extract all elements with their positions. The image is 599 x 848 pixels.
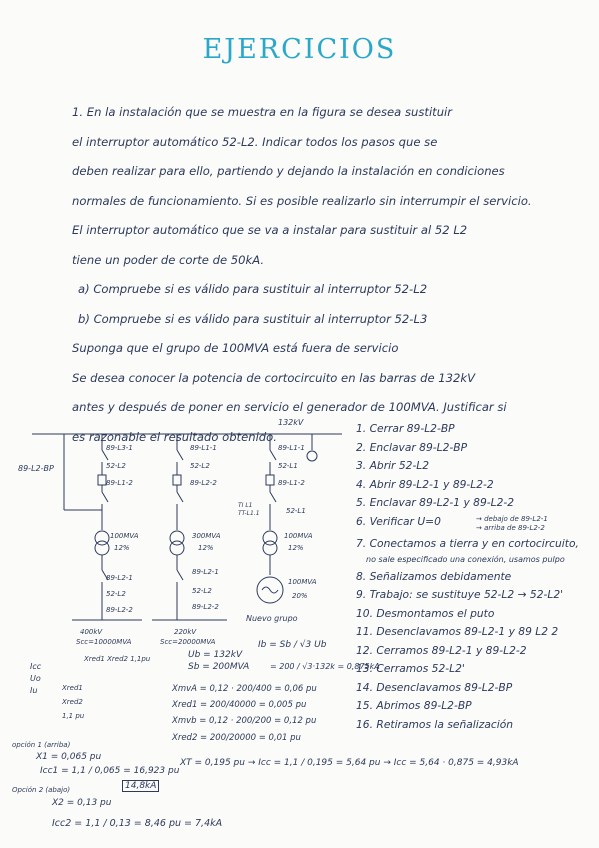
feeder3-trafo: 100MVA	[284, 532, 313, 540]
feeder2-imp: 12%	[198, 544, 214, 552]
bus-220-label: 220kV	[174, 628, 197, 636]
single-line-diagram	[12, 420, 352, 635]
statement-line: Suponga que el grupo de 100MVA está fuera de servicio	[72, 341, 399, 355]
step-item: 7. Conectamos a tierra y en cortocircuito,	[356, 537, 579, 550]
total-result-line: XT = 0,195 pu → Icc = 1,1 / 0,195 = 5,64 pu → Icc = 5,64 · 0,875 = 4,93kA	[180, 758, 519, 768]
option2-title: Opción 2 (abajo)	[12, 786, 71, 794]
step-item: 11. Desenclavamos 89-L2-1 y 89 L2 2	[356, 625, 559, 638]
feeder2-sw-top: 89-L1-1	[190, 444, 217, 452]
option2-x: X2 = 0,13 pu	[52, 798, 112, 808]
equivalent-label: Icc	[30, 662, 42, 671]
procedure-steps	[356, 420, 592, 734]
feeder1-imp: 12%	[114, 544, 130, 552]
equivalent-x: 1,1 pu	[62, 712, 85, 720]
mid-label: 52-L1	[286, 507, 306, 515]
generator-group-label: Nuevo grupo	[246, 614, 298, 623]
equivalent-x: Xred2	[62, 698, 83, 706]
calc-line: XmvA = 0,12 · 200/400 = 0,06 pu	[172, 684, 317, 694]
bypass-label: 89-L2-BP	[18, 464, 54, 473]
step-item: 16. Retiramos la señalización	[356, 717, 514, 731]
statement-line: el interruptor automático 52-L2. Indicar todos los pasos que se	[72, 134, 438, 149]
option2-current: Icc2 = 1,1 / 0,13 = 8,46 pu = 7,4kA	[52, 818, 223, 829]
statement-line: a) Compruebe si es válido para sustituir al interruptor 52-L2	[78, 282, 428, 296]
step-item: 5. Enclavar 89-L2-1 y 89-L2-2	[356, 496, 515, 509]
generator-rating: 100MVA	[288, 578, 317, 586]
statement-line: Se desea conocer la potencia de cortocircuito en las barras de 132kV	[72, 370, 476, 385]
equivalent-line: Xred1 Xred2 1,1pu	[84, 655, 151, 663]
base-current-formula: Ib = Sb / √3 Ub	[258, 640, 327, 650]
page-title: EJERCICIOS	[202, 34, 397, 65]
calc-line: Xmvb = 0,12 · 200/200 = 0,12 pu	[172, 716, 317, 726]
feeder3-sw-bot: 89-L1-2	[278, 479, 305, 487]
step-item: 10. Desmontamos el puto	[356, 606, 495, 620]
step-item: 12. Cerramos 89-L2-1 y 89-L2-2	[356, 643, 527, 657]
scc-220-label: Scc=20000MVA	[160, 638, 216, 646]
feeder2-sw-bot: 89-L2-2	[190, 479, 217, 487]
mid-label: TT-L1.1	[238, 510, 260, 517]
feeder1-trafo: 100MVA	[110, 532, 139, 540]
step-item: 6. Verificar U=0	[356, 514, 441, 528]
generator-reactance: 20%	[292, 592, 308, 600]
statement-line: tiene un poder de corte de 50kA.	[72, 252, 265, 267]
lower-mid-label: 89-L2-1	[192, 568, 219, 576]
statement-line: El interruptor automático que se va a instalar para sustituir al 52 L2	[72, 223, 468, 237]
step-item: 13. Cerramos 52-L2'	[356, 662, 465, 675]
step-item: 1. Cerrar 89-L2-BP	[356, 422, 455, 435]
feeder1-sw-bot: 89-L1-2	[106, 479, 133, 487]
problem-statement	[72, 98, 580, 452]
step-subnote: → arriba de 89-L2-2	[476, 524, 545, 532]
scc-400-label: Scc=10000MVA	[76, 638, 132, 646]
option1-result: 14,8kA	[122, 780, 159, 792]
statement-line: antes y después de poner en servicio el generador de 100MVA. Justificar si	[72, 400, 507, 414]
bus-400-label: 400kV	[80, 628, 103, 636]
bus-top-label: 132kV	[278, 418, 304, 427]
step-item: 3. Abrir 52-L2	[356, 459, 430, 472]
lower-left-label: 89-L2-2	[106, 606, 133, 614]
statement-line: deben realizar para ello, partiendo y dejando la instalación en condiciones	[72, 164, 505, 178]
feeder1-breaker: 52-L2	[106, 462, 126, 470]
feeder2-trafo: 300MVA	[192, 532, 221, 540]
calc-line: Xred1 = 200/40000 = 0,005 pu	[172, 700, 307, 710]
mid-label: TI L1	[238, 502, 253, 509]
base-voltage: Ub = 132kV	[188, 650, 243, 660]
statement-line: 1. En la instalación que se muestra en la figura se desea sustituir	[72, 105, 453, 119]
lower-left-label: 89-L2-1	[106, 574, 133, 582]
feeder1-sw-top: 89-L3-1	[106, 444, 133, 452]
equivalent-label: Uo	[30, 674, 41, 683]
statement-line: normales de funcionamiento. Si es posible realizarlo sin interrumpir el servicio.	[72, 193, 532, 208]
step-item: 15. Abrimos 89-L2-BP	[356, 699, 472, 712]
feeder3-sw-top: 89-L1-1	[278, 444, 305, 452]
step-item: 8. Señalizamos debidamente	[356, 569, 512, 583]
option1-title: opción 1 (arriba)	[12, 741, 71, 749]
base-current-value: = 200 / √3·132k = 0,875kA	[270, 662, 380, 671]
lower-mid-label: 89-L2-2	[192, 603, 219, 611]
base-power: Sb = 200MVA	[188, 662, 250, 672]
equivalent-x: Xred1	[62, 684, 83, 692]
lower-left-label: 52-L2	[106, 590, 126, 598]
lower-mid-label: 52-L2	[192, 587, 212, 595]
feeder3-breaker: 52-L1	[278, 462, 298, 470]
statement-line: b) Compruebe si es válido para sustituir al interruptor 52-L3	[78, 311, 428, 326]
step-item: 14. Desenclavamos 89-L2-BP	[356, 680, 513, 694]
feeder2-breaker: 52-L2	[190, 462, 210, 470]
equivalent-label: Iu	[30, 686, 38, 695]
option1-current: Icc1 = 1,1 / 0,065 = 16,923 pu	[40, 766, 180, 776]
statement-line: es razonable el resultado obtenido.	[72, 429, 277, 444]
step-note: no sale especificado una conexión, usamos pulpo	[366, 554, 565, 564]
step-item: 4. Abrir 89-L2-1 y 89-L2-2	[356, 477, 494, 491]
calc-line: Xred2 = 200/20000 = 0,01 pu	[172, 733, 301, 743]
step-item: 2. Enclavar 89-L2-BP	[356, 440, 468, 454]
option1-x: X1 = 0,065 pu	[36, 752, 102, 762]
feeder3-imp: 12%	[288, 544, 304, 552]
step-subnote: → debajo de 89-L2-1	[476, 515, 548, 523]
step-item: 9. Trabajo: se sustituye 52-L2 → 52-L2'	[356, 588, 564, 601]
